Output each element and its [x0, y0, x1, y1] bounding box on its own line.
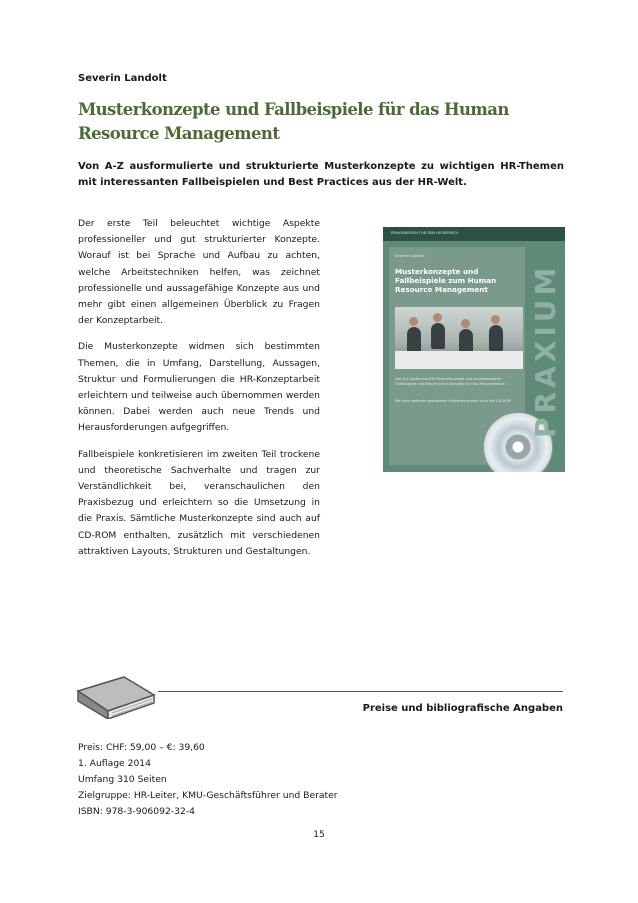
bibliographic-info [78, 740, 338, 820]
body-paragraph: Der erste Teil beleuchtet wichtige Aspekte professioneller und gut strukturierter Konzepte. Worauf ist bei Sprache und Aufbau zu achten, welche Arbeitstechniken helfen, was zeichnet professionelle und aussagefähige Konzepte aus und mehr gibt einen allgemeinen Überblick zu Fragen der Konzeptarbeit. [78, 218, 320, 327]
cover-photo [395, 307, 523, 369]
cover-description: Von A-Z ausformulierte Musterkonzepte und praxisbezogene Fallbeispiele und Best Practice Beispiele für das Personalwesen [395, 377, 506, 386]
cover-author: Severin Landolt [395, 253, 425, 258]
subtitle: Von A-Z ausformulierte und strukturierte Musterkonzepte zu wichtigen HR-Themen mit interessanten Fallbeispielen und Best Practices aus der HR-Welt. [78, 161, 564, 188]
page-number: 15 [313, 830, 325, 840]
book-cover-image [383, 227, 565, 472]
cover-title: Musterkonzepte und Fallbeispiele zum Human Resource Management [395, 267, 497, 294]
author-name: Severin Landolt [78, 73, 167, 84]
body-paragraph: Die Musterkonzepte widmen sich bestimmten Themen, die in Umfang, Darstellung, Aussagen, Struktur und Formulierungen die HR-Konzeptarbeit erleichtern und teilweise auch übernommen werden können. Dabei werden auch neue Trends und Herausforderungen aufgegriffen. [78, 341, 320, 434]
target-audience: Zielgruppe: HR-Leiter, KMU-Geschäftsführer und Berater [78, 790, 338, 801]
page-count: Umfang 310 Seiten [78, 774, 167, 785]
book-icon [72, 669, 158, 719]
body-paragraph: Fallbeispiele konkretisieren im zweiten Teil trockene und theoretische Sachverhalte und tragen zur Verständlichkeit bei, veranschaulichen den Praxisbezug und erleichtern so die Umsetzung in die Praxis. Sämtliche Musterkonzepte sind auch auf CD-ROM enthalten, zusätzlich mit verschiedenen attraktiven Layouts, Strukturen und Gestaltungen. [78, 448, 320, 557]
divider-line [158, 691, 563, 692]
section-heading: Preise und bibliografische Angaben [362, 703, 563, 714]
price: Preis: CHF: 59,00 – €: 39,60 [78, 742, 205, 753]
cover-brand: PRAXIUM [529, 263, 562, 439]
body-text [78, 216, 320, 570]
isbn: ISBN: 978-3-906092-32-4 [78, 806, 195, 817]
cover-series: PRAXISWISSEN FÜR DEN HR-BEREICH [391, 231, 459, 235]
edition: 1. Auflage 2014 [78, 758, 151, 769]
cover-note: Mit allen weiteren gestalteten Musterkonzepten auch auf CD-ROM [395, 399, 511, 403]
page-title: Musterkonzepte und Fallbeispiele für das Human Resource Management [78, 100, 509, 143]
